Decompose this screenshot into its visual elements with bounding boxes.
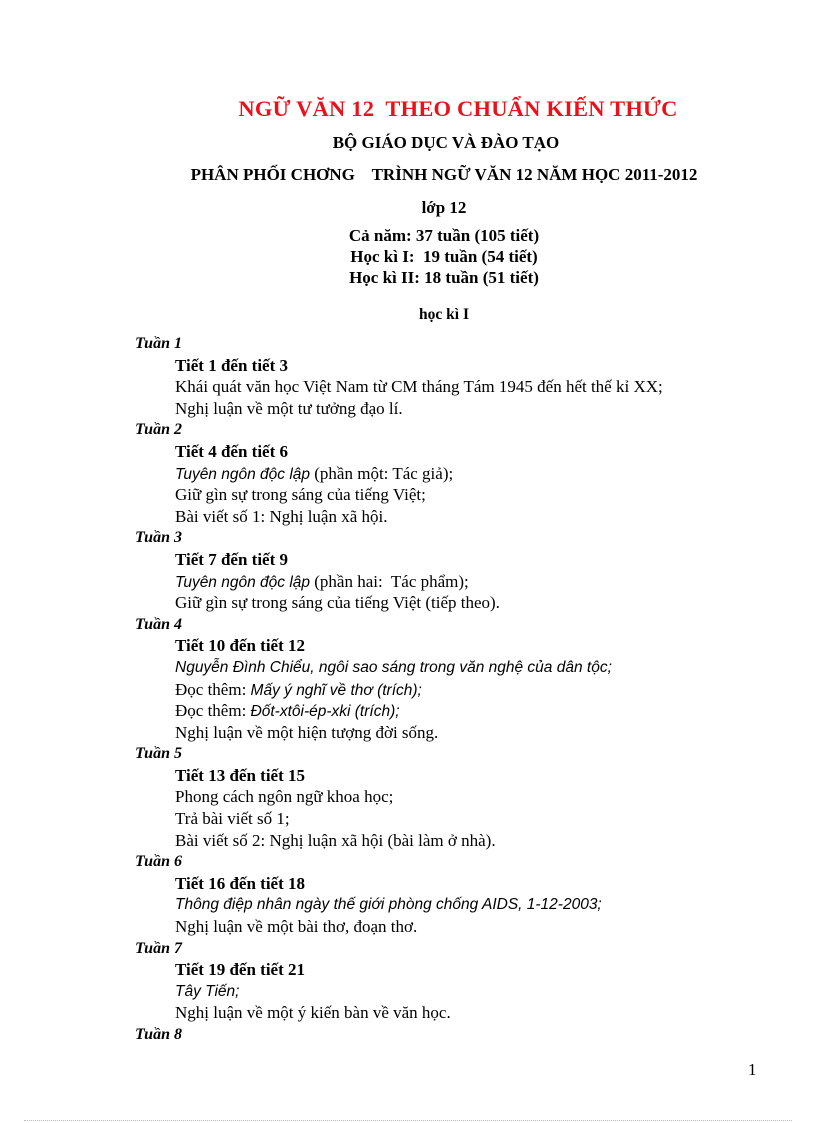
period-range: Tiết 13 đến tiết 15 [175,765,306,785]
reading-item [0,679,816,701]
week-label: Tuần 1 [135,335,182,352]
lesson-item: Giữ gìn sự trong sáng của tiếng Việt (tiếp theo). [175,593,500,613]
work-title: Tuyên ngôn độc lập [175,573,311,591]
week-label: Tuần 8 [135,1026,182,1043]
document-title: NGỮ VĂN 12 THEO CHUẨN KIẾN THỨC [238,96,678,121]
lesson-item: Giữ gìn sự trong sáng của tiếng Việt; [175,485,426,505]
period-range: Tiết 7 đến tiết 9 [175,549,289,569]
lesson-item: Nghị luận về một hiện tượng đời sống. [175,722,439,742]
page-bottom-divider [24,1120,792,1121]
semester1-total: Học kì I: 19 tuần (54 tiết) [350,247,538,266]
lesson-item: Thông điệp nhân ngày thế giới phòng chống AIDS, 1-12-2003; [175,896,602,914]
lesson-item: Trả bài viết số 1; [175,809,290,829]
reading-title: Mấy ý nghĩ về thơ (trích); [250,681,422,699]
year-total: Cả năm: 37 tuần (105 tiết) [348,226,540,245]
reading-prefix: Đọc thêm: [175,679,251,699]
lesson-item: Nghị luận về một bài thơ, đoạn thơ. [175,917,418,937]
lesson-item [0,571,816,593]
reading-prefix: Đọc thêm: [175,701,251,721]
ministry-heading: BỘ GIÁO DỤC VÀ ĐÀO TẠO [332,133,560,152]
week-label: Tuần 2 [135,421,182,439]
reading-title: Đốt-xtôi-ép-xki (trích); [250,703,400,721]
period-range: Tiết 4 đến tiết 6 [175,441,289,461]
work-title: Tuyên ngôn độc lập [175,465,311,483]
week-label: Tuần 6 [135,853,182,871]
lesson-item: Nghị luận về một tư tưởng đạo lí. [175,398,403,418]
period-range: Tiết 19 đến tiết 21 [175,960,306,980]
program-heading: PHÂN PHỐI CHƠNG TRÌNH NGỮ VĂN 12 NĂM HỌC 2011-2012 [190,165,698,184]
page-number: 1 [748,1060,757,1079]
lesson-item [0,463,816,485]
week-label: Tuần 7 [135,939,182,957]
lesson-item: Bài viết số 1: Nghị luận xã hội. [175,506,388,526]
semester2-total: Học kì II: 18 tuần (51 tiết) [349,268,539,287]
lesson-item: Tây Tiến; [175,982,240,1000]
semester-heading: học kì I [419,306,469,323]
period-range: Tiết 10 đến tiết 12 [175,636,306,656]
lesson-item: Khái quát văn học Việt Nam từ CM tháng Tám 1945 đến hết thế kỉ XX; [175,377,663,397]
week-label: Tuần 5 [135,745,182,763]
schedule-list [0,333,816,1046]
week-label: Tuần 3 [135,529,182,547]
grade-heading: lớp 12 [421,198,467,217]
period-range: Tiết 16 đến tiết 18 [175,873,306,893]
period-range: Tiết 1 đến tiết 3 [175,355,289,375]
week-label: Tuần 4 [135,615,182,633]
reading-item [0,700,816,722]
lesson-item: Bài viết số 2: Nghị luận xã hội (bài làm ở nhà). [175,830,496,850]
lesson-item: Nguyễn Đình Chiểu, ngôi sao sáng trong văn nghệ của dân tộc; [175,658,612,676]
lesson-note: (phần hai: Tác phẩm); [310,571,469,591]
lesson-item: Phong cách ngôn ngữ khoa học; [175,787,394,807]
lesson-note: (phần một: Tác giả); [310,463,454,483]
lesson-item: Nghị luận về một ý kiến bàn về văn học. [175,1003,451,1023]
